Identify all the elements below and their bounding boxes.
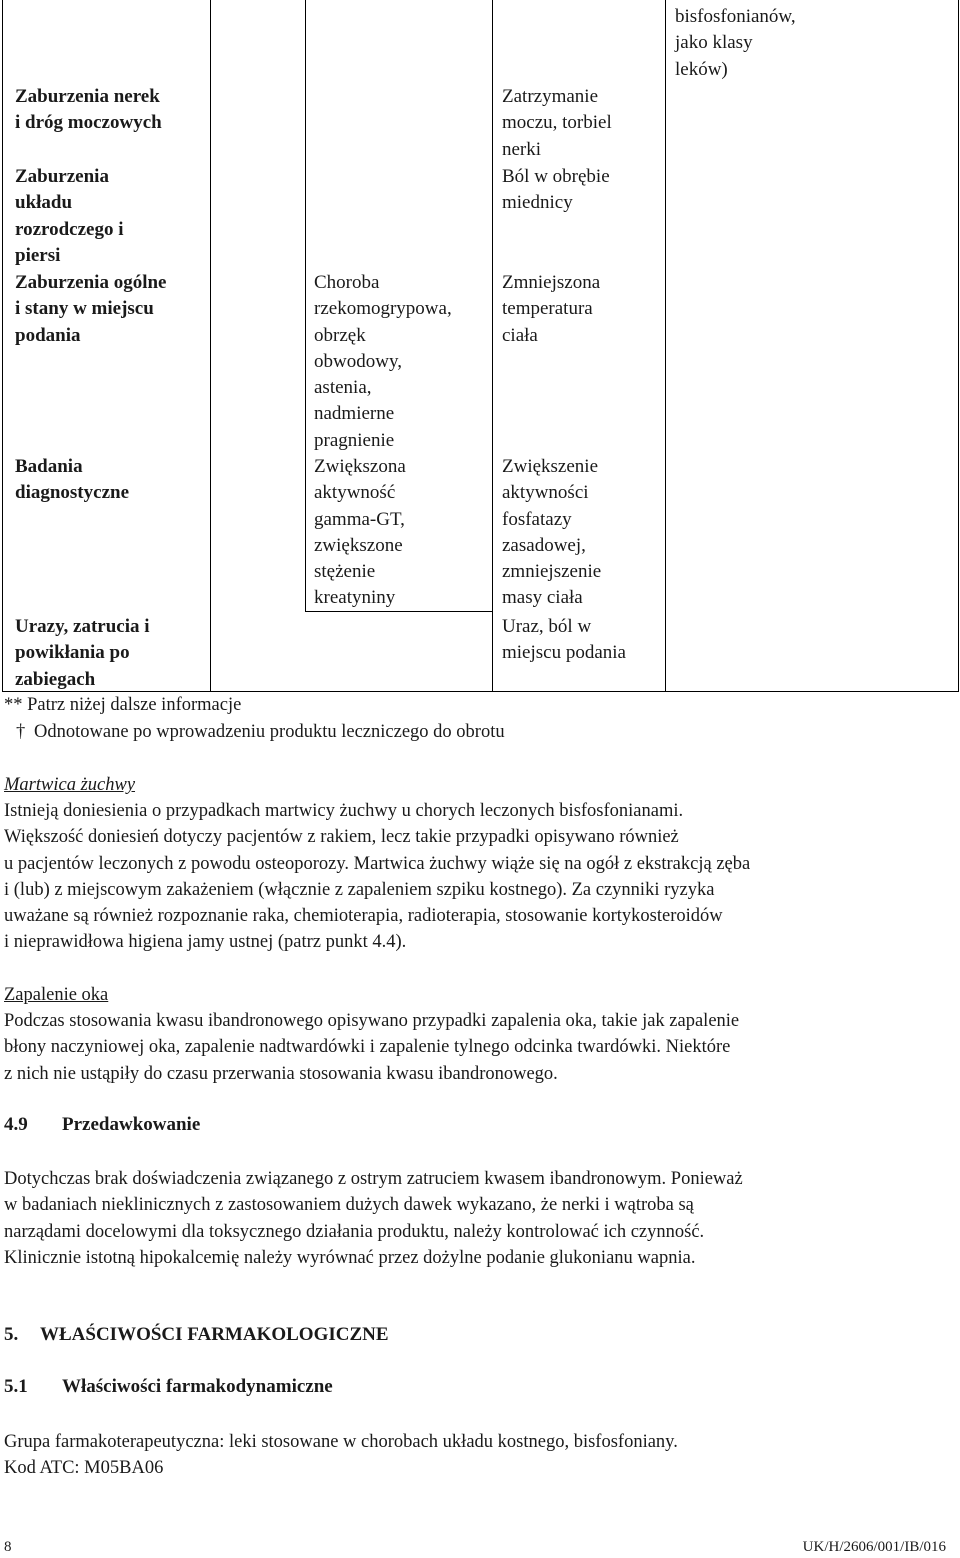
section51-body: Grupa farmakoterapeutyczna: leki stosowane w chorobach układu kostnego, bisfosfoniany. Kod ATC: M05BA06 xyxy=(4,1432,678,1479)
table-border-left xyxy=(2,0,3,692)
jaw-body: Istnieją doniesienia o przypadkach martwicy żuchwy u chorych leczonych bisfosfonianami. Większość doniesień dotyczy pacjentów z rakiem, lecz takie przypadki opisywano również u pacjentów leczonych z powodu osteoporozy. Martwica żuchwy wiąże się na ogół z ekstrakcją zęba i (lub) z miejscowym zakażeniem (włącznie z zapaleniem szpiku kostnego). Za czynniki ryzyka uważane są również rozpoznanie raka, chemioterapia, radioterapia, stosowanie kortykosteroidów i nieprawidłowa higiena jamy ustnej (patrz punkt 4.4). xyxy=(4,801,751,953)
ae-pelvic-pain: Ból w obrębie miednicy xyxy=(502,166,610,214)
soc-kidney: Zaburzenia nerek i dróg moczowych xyxy=(15,86,162,134)
soc-investigations: Badania diagnostyczne xyxy=(15,456,129,504)
soc-general: Zaburzenia ogólne i stany w miejscu podania xyxy=(15,272,167,346)
overdose-title: Przedawkowanie xyxy=(62,1114,201,1135)
jaw-heading: Martwica żuchwy xyxy=(4,775,136,795)
ae-flu-like: Choroba rzekomogrypowa, obrzęk obwodowy, astenia, nadmierne pragnienie xyxy=(314,272,452,451)
class-effect-note: bisfosfonianów, jako klasy leków) xyxy=(675,6,796,80)
table-col-divider-1 xyxy=(210,0,211,692)
footnote-dagger-symbol: † xyxy=(16,722,26,742)
document-code: UK/H/2606/001/IB/016 xyxy=(802,1539,946,1555)
eye-body: Podczas stosowania kwasu ibandronowego opisywano przypadki zapalenia oka, takie jak zapalenie błony naczyniowej oka, zapalenie nadtwardówki i zapalenie tylnego odcinka twardówki. Niektóre z nich nie ustąpiły do czasu przerwania stosowania kwasu ibandronowego. xyxy=(4,1011,740,1084)
section51-number: 5.1 xyxy=(4,1376,28,1397)
table-col-divider-2 xyxy=(305,0,306,611)
table-col-divider-3 xyxy=(492,0,493,692)
ae-body-temp: Zmniejszona temperatura ciała xyxy=(502,272,601,346)
table-col-divider-4 xyxy=(665,0,666,692)
soc-injury: Urazy, zatrucia i powikłania po zabiegach xyxy=(15,616,150,690)
ae-alkaline-phosphatase: Zwiększenie aktywności fosfatazy zasadowej, zmniejszenie masy ciała xyxy=(502,456,602,609)
table-border-right xyxy=(958,0,959,692)
ae-ggt: Zwiększona aktywność gamma-GT, zwiększone stężenie kreatyniny xyxy=(314,456,406,609)
ae-urinary-retention: Zatrzymanie moczu, torbiel nerki xyxy=(502,86,612,160)
overdose-number: 4.9 xyxy=(4,1114,28,1135)
eye-heading: Zapalenie oka xyxy=(4,985,109,1005)
page-number: 8 xyxy=(4,1539,12,1555)
section5-title: WŁAŚCIWOŚCI FARMAKOLOGICZNE xyxy=(40,1324,389,1345)
ae-injection-site: Uraz, ból w miejscu podania xyxy=(502,616,626,664)
overdose-body: Dotychczas brak doświadczenia związanego z ostrym zatruciem kwasem ibandronowym. Ponieważ w badaniach nieklinicznych z zastosowaniem dużych dawek wykazano, że nerki i wątroba są narządami docelowymi dla toksycznego działania produktu, należy kontrolować ich czynność. Klinicznie istotną hipokalcemię należy wyrównać przez dożylne podanie glukonianu wapnia. xyxy=(4,1169,743,1268)
footnote-double-star: ** Patrz niżej dalsze informacje xyxy=(4,695,242,715)
section51-title: Właściwości farmakodynamiczne xyxy=(62,1376,333,1397)
soc-reproductive: Zaburzenia układu rozrodczego i piersi xyxy=(15,166,124,266)
section5-number: 5. xyxy=(4,1324,19,1345)
footnote-dagger-text: Odnotowane po wprowadzeniu produktu leczniczego do obrotu xyxy=(34,722,505,742)
